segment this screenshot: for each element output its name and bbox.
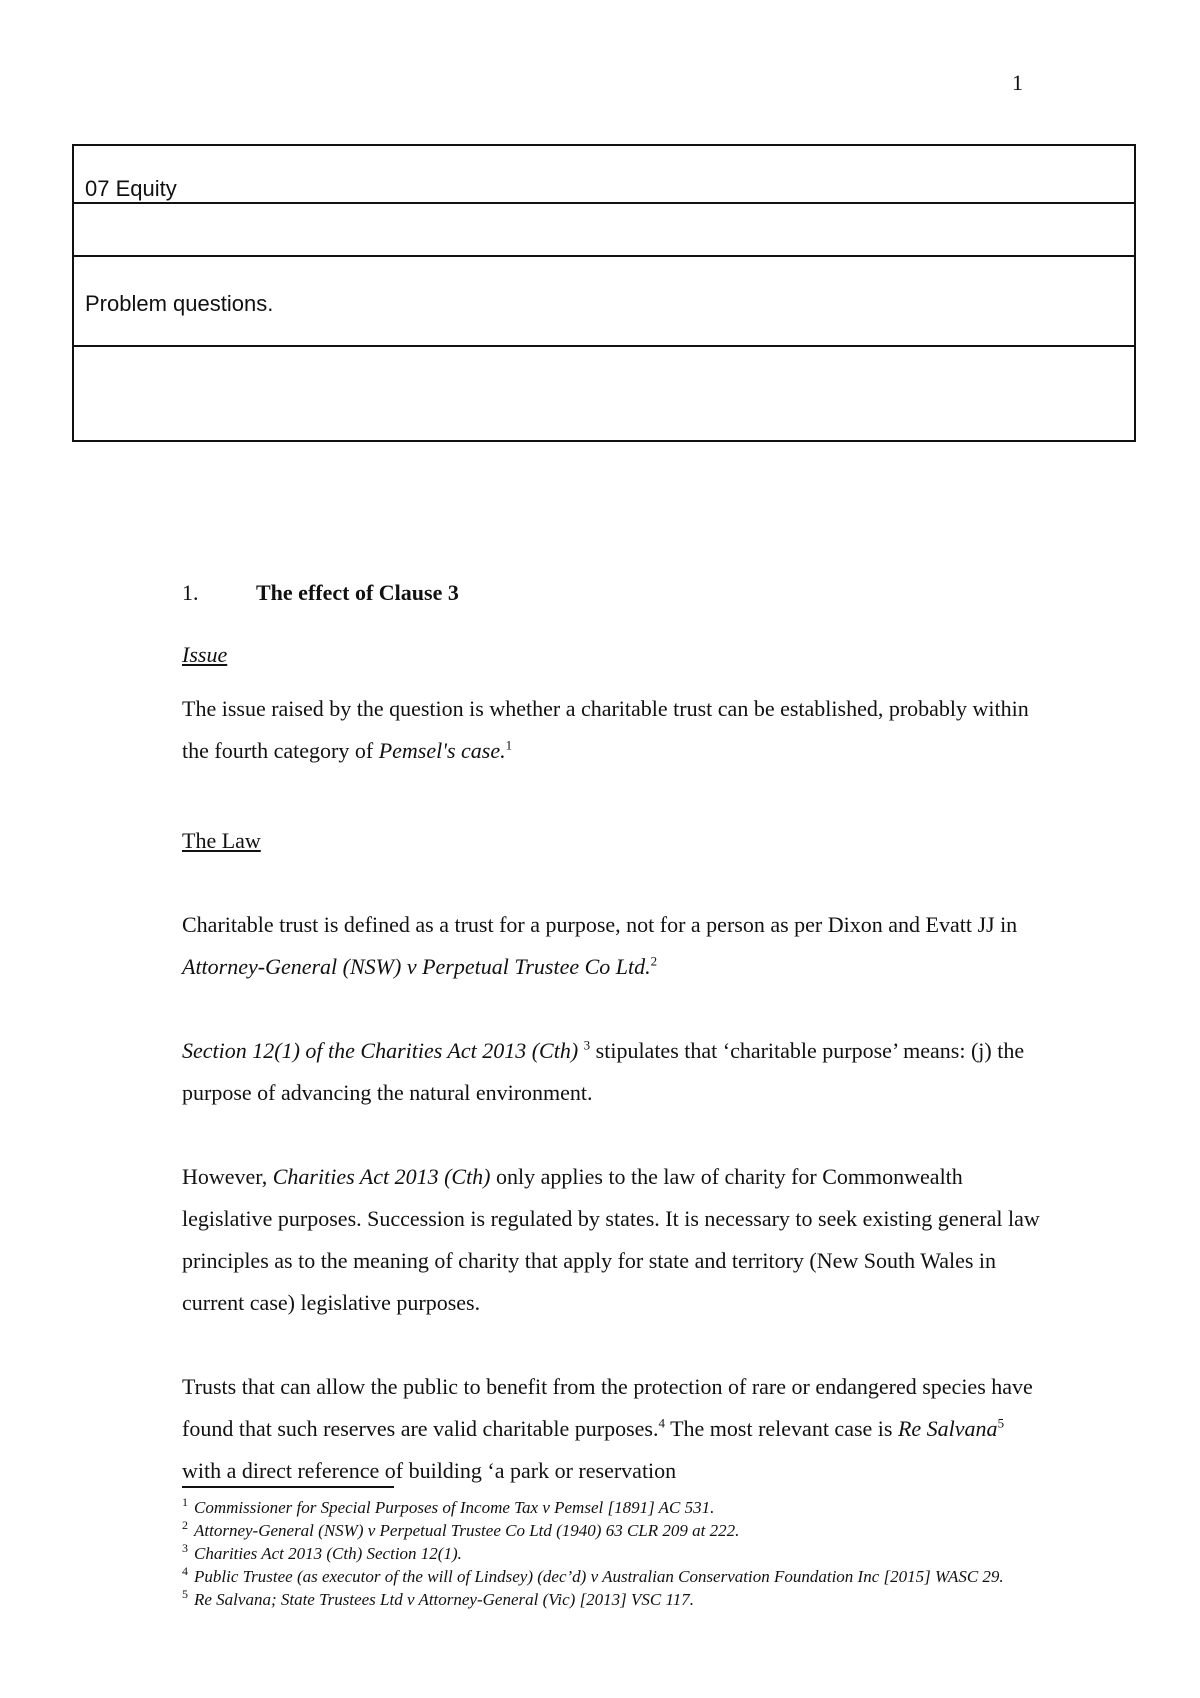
cases-text-mid: The most relevant case is xyxy=(665,1416,898,1441)
footnote-ref-5[interactable]: 5 xyxy=(997,1415,1005,1431)
application-text-start: However, xyxy=(182,1164,273,1189)
footnote-number: 4 xyxy=(182,1564,188,1579)
issue-heading: Issue xyxy=(182,642,228,667)
definition-text: Charitable trust is defined as a trust for a purpose, not for a person as per Dixon and Evatt JJ in xyxy=(182,912,1018,937)
statute-text: stipulates that ‘charitable purpose’ means: (j) the purpose of advancing the natural environment. xyxy=(182,1038,1025,1105)
footnote xyxy=(182,1519,1042,1542)
law-paragraph-application xyxy=(182,1156,1042,1324)
footnote-number: 5 xyxy=(182,1587,188,1602)
law-paragraph-definition xyxy=(182,904,1042,988)
footnote-ref-3[interactable]: 3 xyxy=(583,1037,591,1053)
header-row-assessment: Problem questions. xyxy=(74,257,1134,347)
footnote-text: Commissioner for Special Purposes of Income Tax v Pemsel [1891] AC 531. xyxy=(194,1498,715,1517)
header-row-empty xyxy=(74,347,1134,440)
cases-case-name: Re Salvana xyxy=(897,1416,998,1441)
application-text-end: only applies to the law of charity for Commonwealth legislative purposes. Succession is regulated by states. It is necessary to seek existing general law principles as to the meaning of charity that apply for state and territory (New South Wales in current case) legislative purposes. xyxy=(182,1164,1040,1315)
footnote-separator xyxy=(182,1486,394,1488)
law-heading: The Law xyxy=(182,828,261,853)
footnote-text: Public Trustee (as executor of the will of Lindsey) (dec’d) v Australian Conservation Foundation Inc [2015] WASC 29. xyxy=(194,1567,1004,1586)
section-title: The effect of Clause 3 xyxy=(256,580,459,605)
footnote-ref-2[interactable]: 2 xyxy=(650,953,658,969)
footnote xyxy=(182,1565,1042,1588)
header-row-blank xyxy=(74,204,1134,257)
footnote xyxy=(182,1588,1042,1611)
issue-case-name: Pemsel's case. xyxy=(378,738,506,763)
footnote xyxy=(182,1496,1042,1519)
statute-name: Section 12(1) of the Charities Act 2013 (Cth) xyxy=(182,1038,579,1063)
cases-text-end: with a direct reference of building ‘a park or reservation xyxy=(182,1458,677,1483)
definition-case-name: Attorney-General (NSW) v Perpetual Trustee Co Ltd. xyxy=(182,954,651,979)
footnote-ref-1[interactable]: 1 xyxy=(505,737,513,753)
page-number: 1 xyxy=(1012,70,1023,95)
header-row-course: 07 Equity xyxy=(74,146,1134,204)
footnote xyxy=(182,1542,1042,1565)
footnote-number: 1 xyxy=(182,1495,188,1510)
footnote-number: 2 xyxy=(182,1518,188,1533)
application-statute-name: Charities Act 2013 (Cth) xyxy=(272,1164,491,1189)
law-paragraph-cases xyxy=(182,1366,1042,1492)
footnote-text: Attorney-General (NSW) v Perpetual Trustee Co Ltd (1940) 63 CLR 209 at 222. xyxy=(194,1521,740,1540)
footnote-ref-4[interactable]: 4 xyxy=(658,1415,665,1431)
section-number: 1. xyxy=(182,580,199,605)
header-table xyxy=(72,144,1136,442)
law-paragraph-statute xyxy=(182,1030,1042,1114)
issue-paragraph xyxy=(182,688,1042,772)
footnote-text: Re Salvana; State Trustees Ltd v Attorney-General (Vic) [2013] VSC 117. xyxy=(194,1590,695,1609)
footnotes xyxy=(182,1496,1042,1611)
footnote-number: 3 xyxy=(182,1541,188,1556)
footnote-text: Charities Act 2013 (Cth) Section 12(1). xyxy=(194,1544,462,1563)
issue-text: The issue raised by the question is whether a charitable trust can be established, probably within the fourth category of xyxy=(182,696,1029,763)
cases-text-start: Trusts that can allow the public to benefit from the protection of rare or endangered species have found that such reserves are valid charitable purposes. xyxy=(182,1374,1033,1441)
